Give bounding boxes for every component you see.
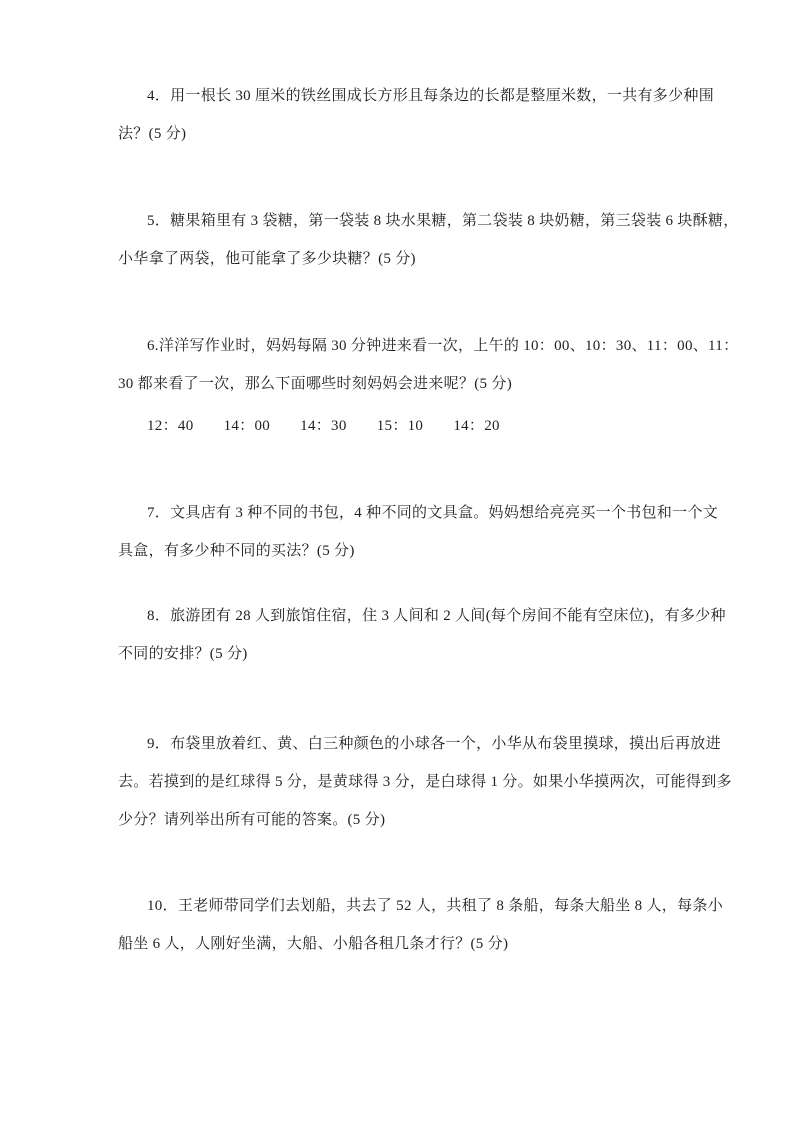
time-option: 14：20	[453, 418, 500, 434]
question-line: 小华拿了两袋，他可能拿了多少块糖？(5 分)	[118, 251, 416, 267]
question-line: 5．糖果箱里有 3 袋糖，第一袋装 8 块水果糖，第二袋装 8 块奶糖，第三袋装 6 块酥糖，	[147, 213, 739, 229]
time-option: 15：10	[376, 418, 424, 434]
question-line: 船坐 6 人，人刚好坐满，大船、小船各租几条才行？(5 分)	[118, 936, 509, 952]
question-10	[118, 887, 724, 963]
question-line: 去。若摸到的是红球得 5 分，是黄球得 3 分，是白球得 1 分。如果小华摸两次，可能得到多	[118, 774, 732, 790]
question-line: 6.洋洋写作业时，妈妈每隔 30 分钟进来看一次，上午的 10：00、10：30、11：00、11：	[147, 338, 739, 354]
time-option: 14：30	[300, 418, 347, 434]
question-5	[118, 202, 739, 278]
question-4	[118, 77, 715, 153]
question-line: 4．用一根长 30 厘米的铁丝围成长方形且每条边的长都是整厘米数，一共有多少种围	[147, 88, 715, 104]
question-line: 10．王老师带同学们去划船，共去了 52 人，共租了 8 条船，每条大船坐 8 人，每条小	[147, 898, 724, 914]
time-option: 12：40	[147, 418, 194, 434]
question-line: 7．文具店有 3 种不同的书包，4 种不同的文具盒。妈妈想给亮亮买一个书包和一个文	[147, 505, 719, 521]
question-line: 9．布袋里放着红、黄、白三种颜色的小球各一个，小华从布袋里摸球，摸出后再放进	[147, 736, 721, 752]
question-line: 少分？请列举出所有可能的答案。(5 分)	[118, 812, 386, 828]
question-line: 法？(5 分)	[118, 126, 187, 142]
question-9	[118, 725, 732, 839]
question-line: 30 都来看了一次，那么下面哪些时刻妈妈会进来呢？(5 分)	[118, 376, 512, 392]
question-8	[118, 597, 726, 673]
time-options-row	[118, 407, 683, 445]
question-line: 8．旅游团有 28 人到旅馆住宿，住 3 人间和 2 人间(每个房间不能有空床位)，有多少种	[147, 608, 726, 624]
question-6	[118, 327, 739, 445]
question-line: 具盒，有多少种不同的买法？(5 分)	[118, 543, 355, 559]
time-option: 14：00	[223, 418, 271, 434]
question-7	[118, 494, 719, 570]
question-line: 不同的安排？(5 分)	[118, 646, 248, 662]
